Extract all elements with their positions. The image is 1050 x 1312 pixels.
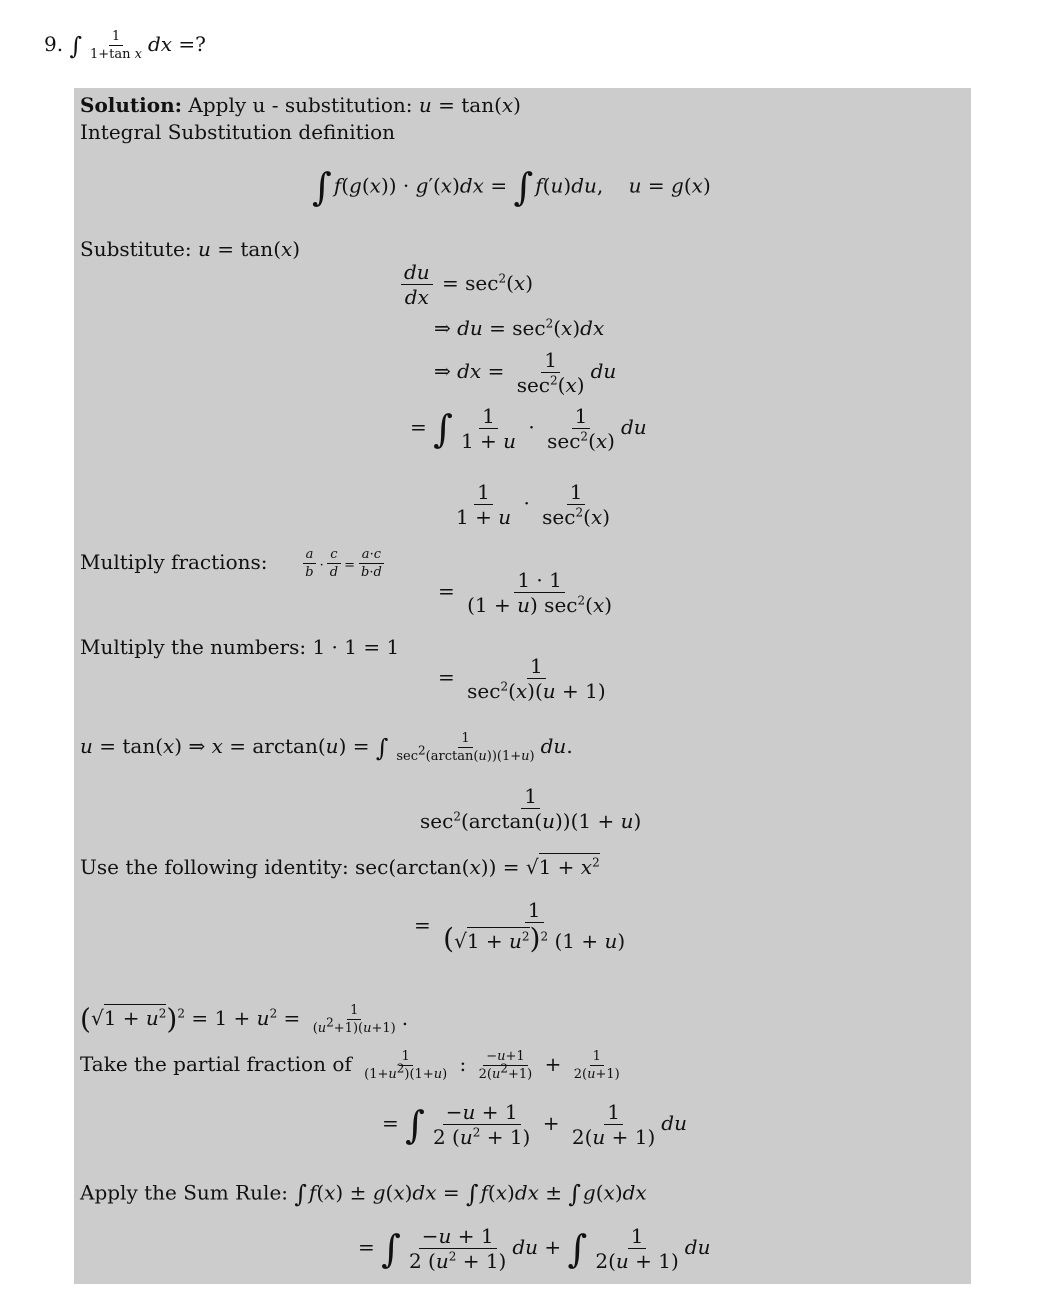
substituted-integral: = ∫ $\frac{1}{1 + u}$ · $\frac{1}{\sec^2(x)}$ du [410,404,647,453]
arctan-substitution-line: u = tan(x) ⇒ x = arctan(u) = ∫ $\frac{1}{\sec^2(\arctan(u))(1+u)}$ du. [80,731,573,764]
problem-number: 9. [44,32,64,56]
substitution-formula: ∫ f(g(x)) · g′(x)dx = ∫ f(u)du, u = g(x) [312,165,711,209]
sqrt-squared-line: $(√1 + u^2)^2 = 1 + u^2$ = $\frac{1}{(u^2+1)(u+1)}$ . [80,1002,409,1036]
du-dx-equation: $\frac{du}{dx}$ = $\sec^2(x)$ [398,262,533,307]
multiply-numbers-expr: 1 · 1 = 1 [312,635,400,659]
multiplied-fraction: = $\frac{1 \cdot 1}{(1 + u) \sec^2(x)}$ [438,568,613,617]
substitution-definition-title: Integral Substitution definition [80,120,396,144]
sum-rule-label: Apply the Sum Rule: [80,1180,289,1205]
multiply-numbers-label: Multiply the numbers: [80,635,307,659]
solution-label: Solution: [80,93,183,117]
solution-intro: Solution: Apply u - substitution: u = tan(x) [80,93,521,117]
arctan-fraction: $\frac{1}{\sec^2(\arctan(u))(1 + u)}$ [420,784,642,833]
partial-fraction-integral: = ∫ $\frac{-u + 1}{2 (u^2 + 1)}$ + $\frac{1}{2(u + 1)}$ du [382,1100,687,1149]
integral-sign: ∫ [69,31,82,60]
substitute-line: Substitute: u = tan(x) [80,237,301,261]
split-integral: = ∫ $\frac{-u + 1}{2 (u^2 + 1)}$ du + ∫ $\frac{1}{2(u + 1)}$ du [358,1224,711,1273]
substitute-label: Substitute: [80,237,192,261]
sum-rule-line: Apply the Sum Rule: ∫ f(x) ± g(x)dx = ∫ f(x)dx ± ∫ g(x)dx [80,1180,647,1208]
identity-label: Use the following identity: [80,855,349,879]
multiply-fractions-line: Multiply fractions: $\frac{a}{b}$ · $\frac{c}{d}$ = $\frac{a\cdot c}{b\cdot d}$ [80,548,388,579]
dx-equation: ⇒ dx = $\frac{1}{\sec^2(x)}$ du [434,348,617,397]
integrand-product: $\frac{1}{1 + u}$ · $\frac{1}{\sec^2(x)}$ [456,480,611,529]
multiply-numbers-line [80,637,399,657]
problem-tail: =? [178,32,206,56]
intro-text: Apply u - substitution: [188,93,413,117]
sqrt-fraction: = $\frac{1}{(√1 + u^2)^2 (1 + u)}$ [414,898,626,955]
partial-fraction-line: Take the partial fraction of $\frac{1}{(1+u^2)(1+u)}$ : $\frac{-u+1}{2(u^2+1)}$ + $\frac{1}{2(u+1)}$ [80,1049,620,1082]
problem-line: 9. ∫ $\frac{1}{\text{1+tan x}}$ dx =? [44,29,206,62]
problem-fraction: $\frac{1}{\text{1+tan x}}$ [89,29,142,62]
du-equation: ⇒ du = $\sec^2(x)dx$ [434,316,605,340]
multiply-fractions-label: Multiply fractions: [80,550,268,574]
identity-line: Use the following identity: $\sec(\arctan(x)) = √1 + x^2$ [80,855,600,879]
partial-fraction-label: Take the partial fraction of [80,1052,352,1076]
simplified-fraction: = $\frac{1}{\sec^2(x)(u + 1)}$ [438,654,606,703]
